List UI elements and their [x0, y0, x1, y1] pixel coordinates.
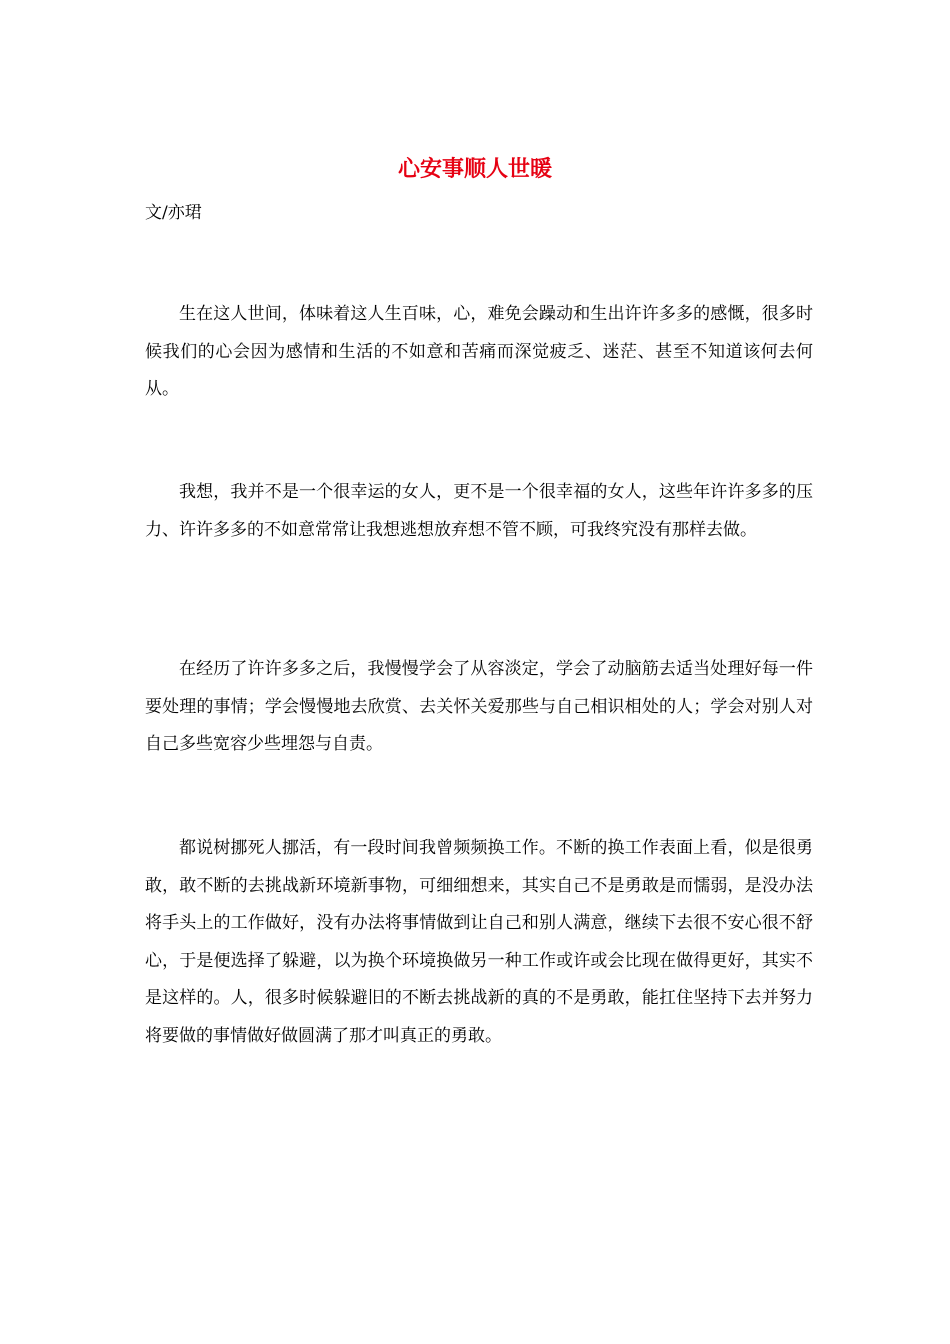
document-title: 心安事顺人世暖 — [397, 156, 552, 182]
paragraph-4: 都说树挪死人挪活，有一段时间我曾频频换工作。不断的换工作表面上看，似是很勇敢，敢不断的去挑战新环境新事物，可细细想来，其实自己不是勇敢是而懦弱，是没办法将手头上的工作做好，没有办法将事情做到让自己和别人满意，继续下去很不安心很不舒心，于是便选择了躲避，以为换个环境换做另一种工作或许或会比现在做得更好，其实不是这样的。人，很多时候躲避旧的不断去挑战新的真的不是勇敢，能扛住坚持下去并努力将要做的事情做好做圆满了那才叫真正的勇敢。 — [145, 838, 813, 1046]
author-byline: 文/亦珺 — [145, 203, 202, 223]
paragraph-1: 生在这人世间，体味着这人生百味，心，难免会躁动和生出许许多多的感慨，很多时候我们的心会因为感情和生活的不如意和苦痛而深觉疲乏、迷茫、甚至不知道该何去何从。 — [145, 304, 813, 399]
paragraph-3: 在经历了许许多多之后，我慢慢学会了从容淡定，学会了动脑筋去适当处理好每一件要处理的事情；学会慢慢地去欣赏、去关怀关爱那些与自己相识相处的人；学会对别人对自己多些宽容少些埋怨与自责。 — [145, 659, 813, 754]
paragraph-2: 我想，我并不是一个很幸运的女人，更不是一个很幸福的女人，这些年许许多多的压力、许许多多的不如意常常让我想逃想放弃想不管不顾，可我终究没有那样去做。 — [145, 482, 813, 540]
